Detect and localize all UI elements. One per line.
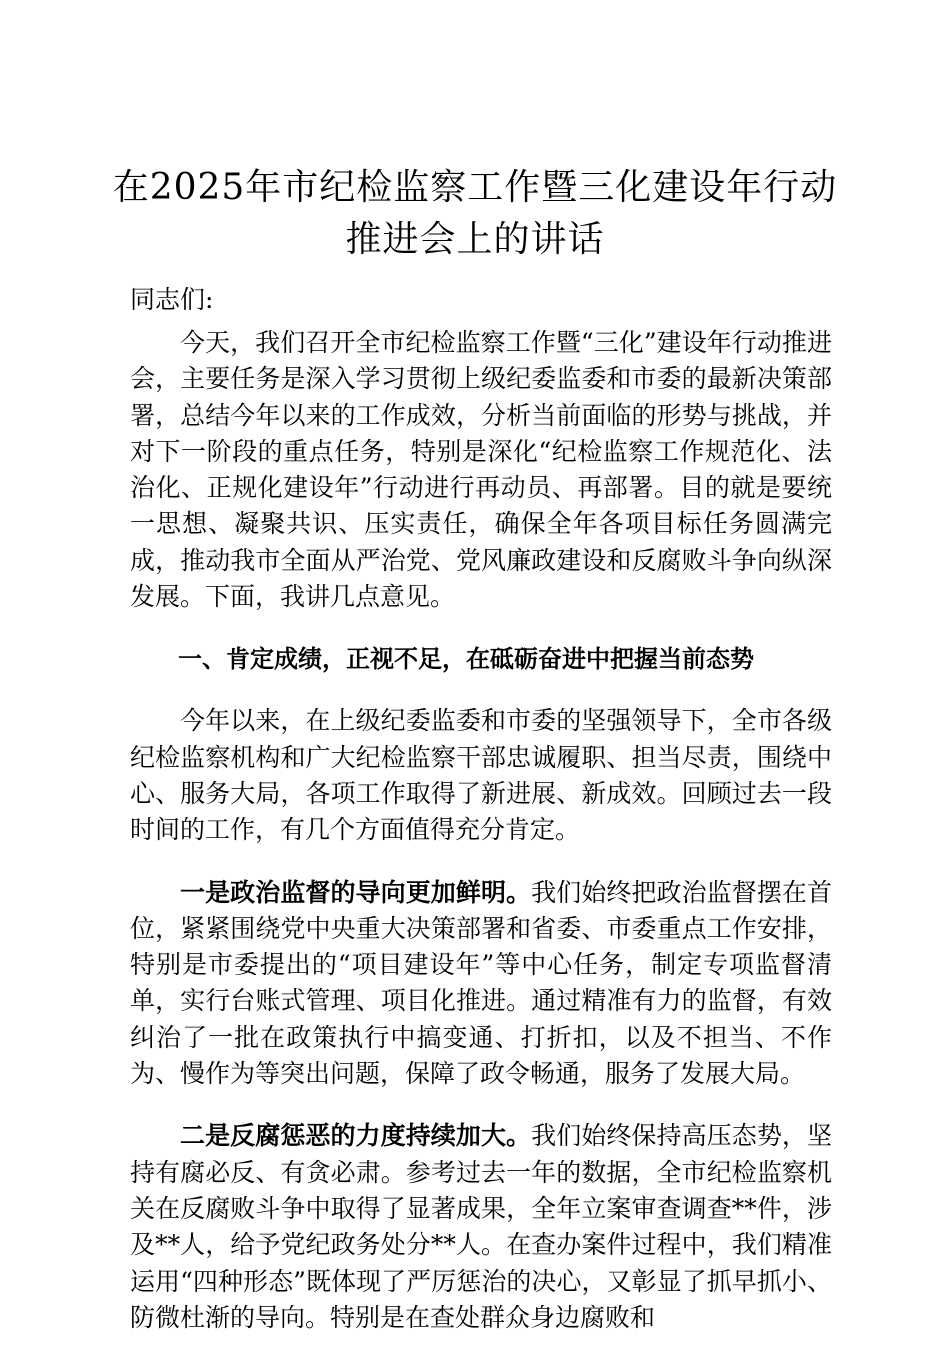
document-title	[110, 162, 840, 266]
document-body	[130, 325, 832, 1362]
point-1-body: 我们始终把政治监督摆在首位，紧紧围绕党中央重大决策部署和省委、市委重点工作安排，特别是市委提出的“项目建设年”等中心任务，制定专项监督清单，实行台账式管理、项目化推进。通过精准有力的监督，有效纠治了一批在政策执行中搞变通、打折扣，以及不担当、不作为、慢作为等突出问题，保障了政令畅通，服务了发展大局。	[130, 877, 832, 1089]
point-2-body: 我们始终保持高压态势，坚持有腐必反、有贪必肃。参考过去一年的数据，全市纪检监察机关在反腐败斗争中取得了显著成果，全年立案审查调查**件，涉及**人，给予党纪政务处分**人。在查办案件过程中，我们精准运用“四种形态”既体现了严厉惩治的决心，又彰显了抓早抓小、防微杜渐的导向。特别是在查处群众身边腐败和	[130, 1121, 832, 1332]
point-2-paragraph	[130, 1118, 832, 1336]
point-1-paragraph	[130, 875, 832, 1093]
section-1-paragraph: 今年以来，在上级纪委监委和市委的坚强领导下，全市各级纪检监察机构和广大纪检监察干部忠诚履职、担当尽责，围绕中心、服务大局，各项工作取得了新进展、新成效。回顾过去一段时间的工作，有几个方面值得充分肯定。	[130, 706, 832, 845]
point-1-lead: 一是政治监督的导向更加鲜明。	[180, 877, 532, 907]
salutation: 同志们:	[130, 285, 214, 314]
section-1-heading: 一、肯定成绩，正视不足，在砥砺奋进中把握当前态势	[178, 645, 754, 674]
intro-paragraph: 今天，我们召开全市纪检监察工作暨“三化”建设年行动推进会，主要任务是深入学习贯彻上级纪委监委和市委的最新决策部署，总结今年以来的工作成效，分析当前面临的形势与挑战，并对下一阶段的重点任务，特别是深化“纪检监察工作规范化、法治化、正规化建设年”行动进行再动员、再部署。目的就是要统一思想、凝聚共识、压实责任，确保全年各项目标任务圆满完成，推动我市全面从严治党、党风廉政建设和反腐败斗争向纵深发展。下面，我讲几点意见。	[130, 328, 832, 612]
point-2-lead: 二是反腐惩恶的力度持续加大。	[180, 1121, 532, 1151]
title-line-2: 推进会上的讲话	[345, 219, 605, 260]
title-line-1: 在2025年市纪检监察工作暨三化建设年行动	[112, 167, 838, 208]
